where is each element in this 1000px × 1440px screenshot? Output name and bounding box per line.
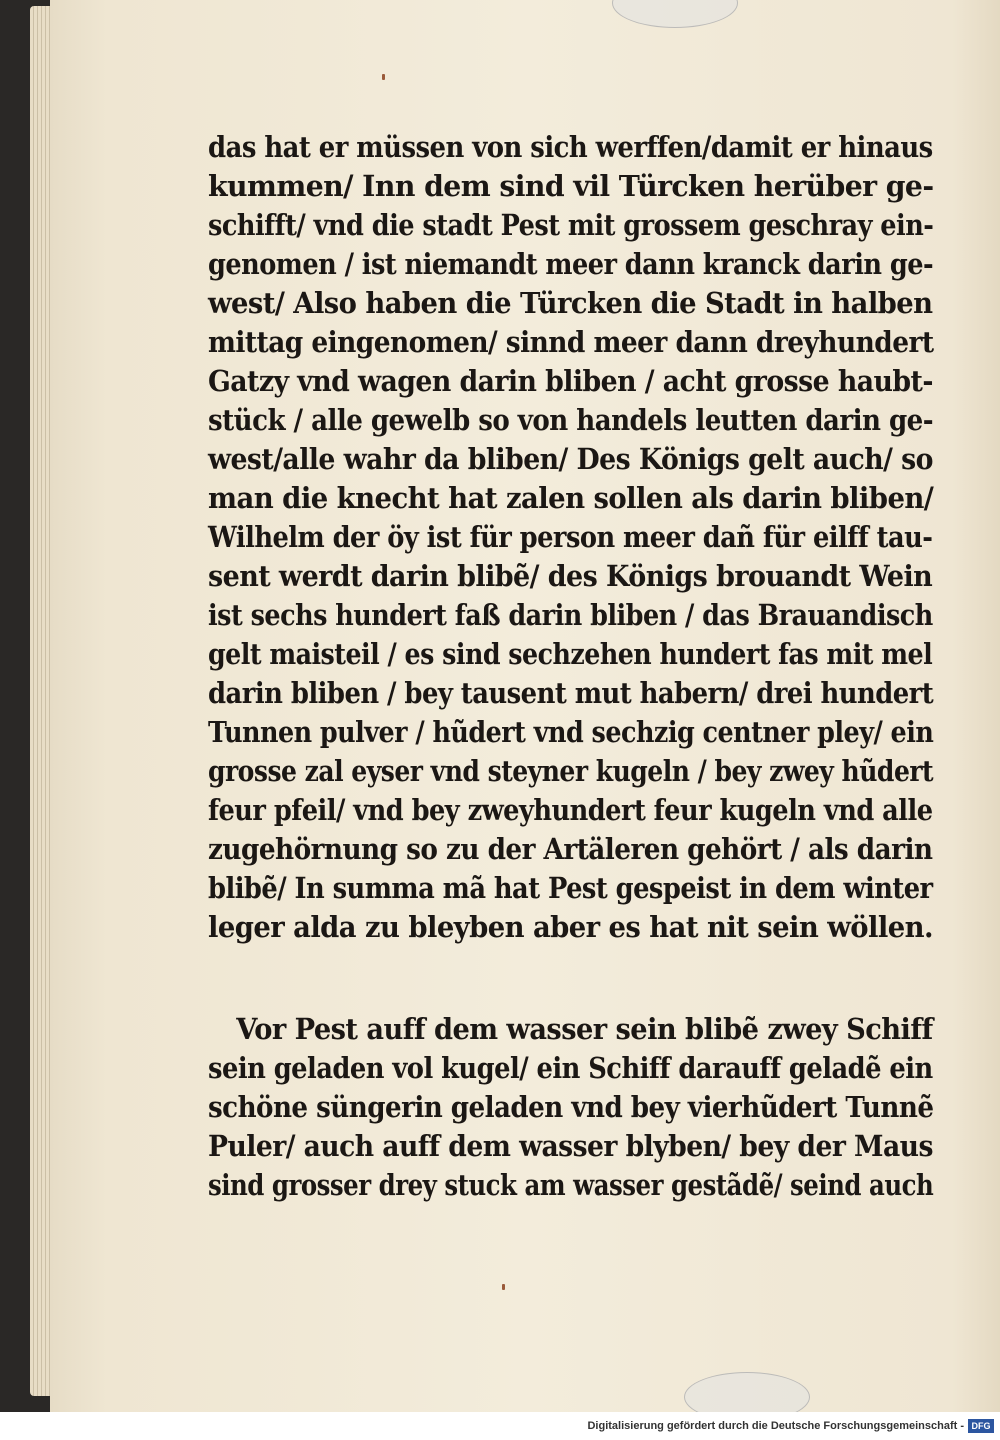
text-line: man die knecht hat zalen sollen als darin bliben/ — [208, 481, 934, 515]
text-line: schifft/ vnd die stadt Pest mit grossem geschray ein- — [208, 208, 934, 242]
ink-speck — [382, 74, 385, 80]
page-clip-top — [612, 0, 738, 28]
text-line: leger alda zu bleyben aber es hat nit sein wöllen. — [208, 910, 933, 944]
text-line: Puler/ auch auff dem wasser blyben/ bey der Maus — [208, 1129, 933, 1163]
text-line: blibẽ/ In summa mã hat Pest gespeist in dem winter — [208, 871, 933, 905]
text-line: Wilhelm der öy ist für person meer dañ für eilff tau- — [208, 520, 933, 554]
text-line: feur pfeil/ vnd bey zweyhundert feur kugeln vnd alle — [208, 793, 933, 827]
text-line: genomen / ist niemandt meer dann kranck darin ge- — [208, 247, 934, 281]
text-line: Tunnen pulver / hũdert vnd sechzig centner pley/ ein — [208, 715, 934, 749]
text-line: west/ Also haben die Türcken die Stadt in halben — [208, 286, 933, 320]
dfg-logo: DFG — [968, 1419, 994, 1433]
text-line: sent werdt darin blibẽ/ des Königs brouandt Wein — [208, 559, 933, 593]
page-clip-bottom — [684, 1372, 810, 1412]
text-line: zugehörnung so zu der Artäleren gehört / als darin — [208, 832, 933, 866]
text-line: west/alle wahr da bliben/ Des Königs gelt auch/ so — [208, 442, 933, 476]
footer-bar — [0, 1412, 1000, 1440]
text-line: Gatzy vnd wagen darin bliben / acht grosse haubt- — [208, 364, 933, 398]
text-line: gelt maisteil / es sind sechzehen hundert fas mit mel — [208, 637, 933, 671]
text-line: Vor Pest auff dem wasser sein blibẽ zwey Schiff — [236, 1012, 933, 1046]
text-line: sind grosser drey stuck am wasser gestãdẽ/ seind auch — [208, 1168, 934, 1202]
text-line: schöne süngerin geladen vnd bey vierhũdert Tunnẽ — [208, 1090, 934, 1124]
text-line: das hat er müssen von sich werffen/damit er hinaus — [208, 130, 933, 164]
scanned-page — [50, 0, 1000, 1412]
text-line: sein geladen vol kugel/ ein Schiff darauff geladẽ ein — [208, 1051, 933, 1085]
text-line: stück / alle gewelb so von handels leutten darin ge- — [208, 403, 934, 437]
paragraph-1 — [208, 128, 933, 947]
text-line: darin bliben / bey tausent mut habern/ drei hundert — [208, 676, 934, 710]
paragraph-2 — [208, 1010, 933, 1205]
text-line: mittag eingenomen/ sinnd meer dann dreyhundert — [208, 325, 934, 359]
ink-speck — [502, 1284, 505, 1290]
text-line: kummen/ Inn dem sind vil Türcken herüber ge- — [208, 169, 934, 203]
text-line: grosse zal eyser vnd steyner kugeln / bey zwey hũdert — [208, 754, 934, 788]
footer-credit: Digitalisierung gefördert durch die Deutsche Forschungsgemeinschaft - — [587, 1420, 964, 1432]
text-line: ist sechs hundert faß darin bliben / das Brauandisch — [208, 598, 933, 632]
